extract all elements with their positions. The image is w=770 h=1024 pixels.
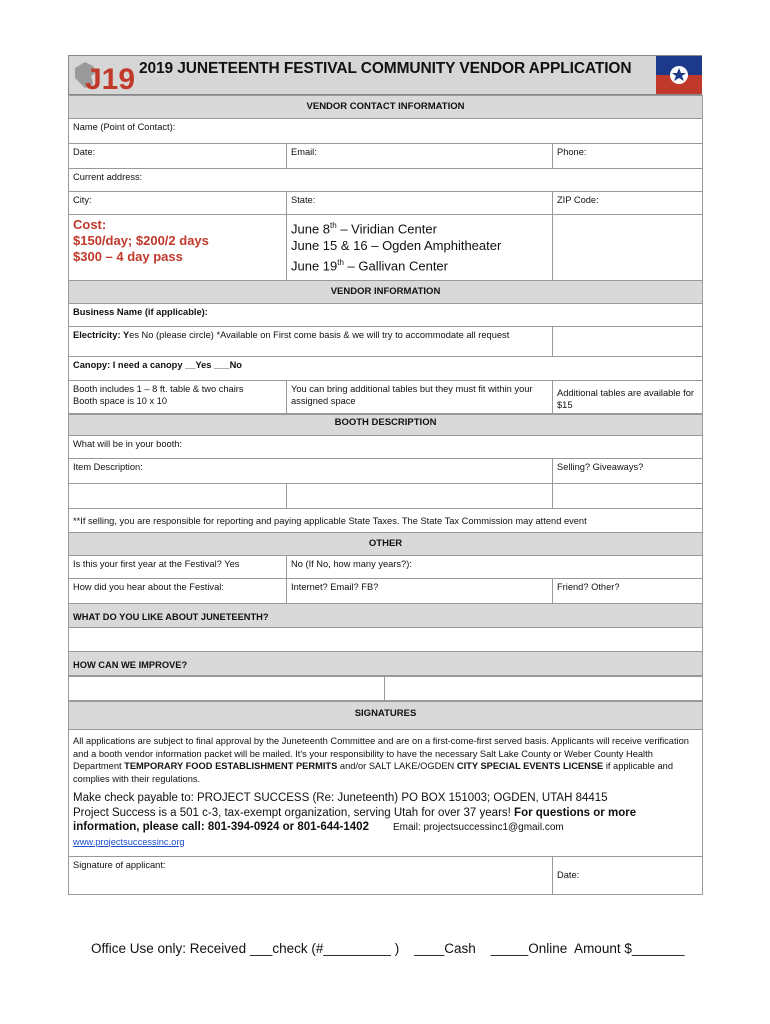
tax-note: **If selling, you are responsible for reporting and paying applicable State Taxes. The State Tax Commission may attend event	[69, 509, 703, 533]
form-header	[68, 55, 702, 95]
item-blank-2[interactable]	[287, 484, 553, 509]
website-link[interactable]: www.projectsuccessinc.org	[73, 836, 185, 847]
cost-line-1: $150/day; $200/2 days	[73, 233, 209, 248]
signatures-table	[68, 701, 703, 895]
signature-date-field[interactable]: Date:	[553, 856, 703, 894]
event-dates	[287, 215, 553, 281]
dates-blank-cell	[553, 215, 703, 281]
city-field[interactable]: City:	[69, 192, 287, 215]
date-viridian: June 8th – Viridian Center	[291, 221, 437, 237]
like-answer-field[interactable]	[69, 628, 703, 652]
item-description-field[interactable]: Item Description:	[69, 459, 553, 484]
juneteenth-logo	[73, 58, 137, 94]
zip-field[interactable]: ZIP Code:	[553, 192, 703, 215]
date-gallivan: June 19th – Gallivan Center	[291, 258, 448, 274]
name-field[interactable]: Name (Point of Contact):	[69, 119, 703, 144]
hear-question: How did you hear about the Festival:	[69, 579, 287, 604]
svg-text:J19: J19	[85, 63, 136, 94]
payment-line-3: information, please call: 801-394-0924 or 801-644-1402 Email: projectsuccessinc1@gmail.com	[73, 821, 564, 833]
hear-options-2[interactable]: Friend? Other?	[553, 579, 703, 604]
cost-label: Cost:	[73, 217, 107, 232]
cost-cell	[69, 215, 287, 281]
hear-options[interactable]: Internet? Email? FB?	[287, 579, 553, 604]
item-blank-3[interactable]	[553, 484, 703, 509]
years-field[interactable]: No (If No, how many years?):	[287, 556, 703, 579]
juneteenth-flag-icon	[656, 56, 702, 94]
improve-answer-table	[68, 676, 703, 701]
electricity-field[interactable]: Electricity: Yes No (please circle) *Available on First come basis & we will try to accommodate all request	[69, 327, 553, 357]
date-field[interactable]: Date:	[69, 144, 287, 169]
additional-tables-price: Additional tables are available for $15	[553, 381, 703, 414]
improve-answer-field-1[interactable]	[69, 677, 385, 701]
terms-text: All applications are subject to final approval by the Juneteenth Committee and are on a first-come-first served basis. Applicants will receive verification and a booth vendor information packet will be mailed. It's your responsibility to have the necessary Salt Lake County or Weber County Health Department TEMPORARY FOOD ESTABLISHMENT PERMITS and/or SALT LAKE/OGDEN CITY SPECIAL EVENTS LICENSE if applicable and complies with their regulations.	[73, 736, 689, 784]
state-field[interactable]: State:	[287, 192, 553, 215]
improve-section-header: HOW CAN WE IMPROVE?	[69, 652, 703, 676]
additional-tables-note: You can bring additional tables but they must fit within your assigned space	[287, 381, 553, 414]
business-name-field[interactable]: Business Name (if applicable):	[69, 304, 703, 327]
cost-line-2: $300 – 4 day pass	[73, 249, 183, 264]
date-ogden: June 15 & 16 – Ogden Amphitheater	[291, 238, 502, 254]
signatures-section-header: SIGNATURES	[69, 702, 703, 730]
phone-field[interactable]: Phone:	[553, 144, 703, 169]
other-section-header: OTHER	[69, 533, 703, 556]
contact-table	[68, 95, 703, 414]
like-section-header: WHAT DO YOU LIKE ABOUT JUNETEENTH?	[69, 604, 703, 628]
booth-table	[68, 414, 703, 676]
item-blank-1[interactable]	[69, 484, 287, 509]
email-field[interactable]: Email:	[287, 144, 553, 169]
vendor-section-header: VENDOR INFORMATION	[69, 281, 703, 304]
selling-field[interactable]: Selling? Giveaways?	[553, 459, 703, 484]
payment-line-1: Make check payable to: PROJECT SUCCESS (Re: Juneteenth) PO BOX 151003; OGDEN, UTAH 84415	[73, 792, 608, 804]
form-title: 2019 JUNETEENTH FESTIVAL COMMUNITY VENDOR APPLICATION	[139, 60, 632, 77]
canopy-field[interactable]: Canopy: I need a canopy __Yes ___No	[69, 357, 703, 381]
terms-cell	[69, 730, 703, 857]
address-field[interactable]: Current address:	[69, 169, 703, 192]
improve-answer-field-2[interactable]	[385, 677, 703, 701]
booth-section-header: BOOTH DESCRIPTION	[69, 415, 703, 436]
signature-field[interactable]: Signature of applicant:	[69, 856, 553, 894]
office-use-line: Office Use only: Received ___check (#_________ ) ____Cash _____Online Amount $_______	[91, 941, 685, 956]
application-form	[68, 55, 702, 895]
first-year-question[interactable]: Is this your first year at the Festival? Yes	[69, 556, 287, 579]
payment-line-2: Project Success is a 501 c-3, tax-exempt organization, serving Utah for over 37 years! For questions or more	[73, 806, 637, 819]
booth-includes: Booth includes 1 – 8 ft. table & two chairs Booth space is 10 x 10	[69, 381, 287, 414]
electricity-blank	[553, 327, 703, 357]
contact-section-header: VENDOR CONTACT INFORMATION	[69, 96, 703, 119]
booth-contents-field[interactable]: What will be in your booth:	[69, 436, 703, 459]
